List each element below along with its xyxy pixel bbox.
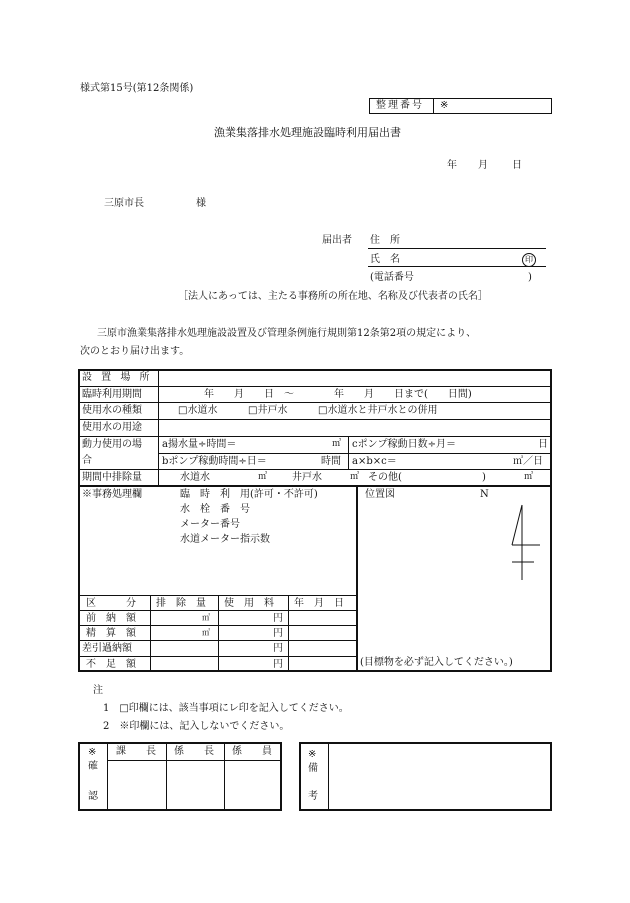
row-period-label: 臨時利用期間 — [82, 389, 142, 400]
ref-number-label: 整理番号 — [376, 100, 424, 111]
fee-row-fee-unit: 円 — [273, 659, 283, 670]
seal-mark: 印 — [522, 253, 536, 267]
row-water-type-label: 使用水の種類 — [82, 405, 142, 416]
fee-row-label: 精 算 額 — [86, 628, 136, 639]
form-title: 漁業集落排水処理施設臨時利用届出書 — [214, 126, 401, 139]
row-water-use-label: 使用水の用途 — [82, 422, 142, 433]
period-content[interactable]: 年 月 日 ～ 年 月 日まで( 日間) — [204, 389, 472, 400]
body-text-line2: 次のとおり届け出ます。 — [80, 346, 190, 357]
remarks-char-1: 備 — [308, 763, 318, 774]
row-location-label: 設 置 場 所 — [82, 372, 153, 383]
note-2: 2 ※印欄には、記入しないでください。 — [103, 721, 290, 732]
addressee-name: 三原市長 — [104, 198, 144, 209]
office-item-3: メーター番号 — [180, 519, 240, 530]
row-discharge-label: 期間中排除量 — [82, 472, 142, 483]
power-b-unit: 時間 — [321, 456, 341, 467]
power-a-unit: ㎥ — [332, 439, 342, 449]
power-c[interactable]: cポンプ稼動日数÷月＝ — [352, 439, 456, 450]
stamp-section-chief[interactable] — [109, 762, 165, 809]
stamp-subsection-chief[interactable] — [168, 762, 223, 809]
discharge-water-label: 水道水 — [180, 472, 210, 483]
water-type-tap[interactable]: □水道水 — [178, 405, 218, 416]
addressee-honorific: 様 — [196, 198, 206, 209]
fee-header-fee: 使 用 料 — [224, 598, 274, 609]
discharge-other-label: その他( — [368, 472, 402, 483]
location-map-label: 位置図 — [365, 489, 395, 500]
location-map-area[interactable] — [358, 500, 550, 650]
fee-header-volume: 排 除 量 — [156, 598, 206, 609]
discharge-other-unit: ㎥ — [524, 472, 534, 482]
remarks-char-2: 考 — [308, 791, 318, 802]
fee-row-label: 前 納 額 — [86, 613, 136, 624]
ref-mark: ※ — [440, 100, 449, 111]
remarks-mark: ※ — [308, 749, 317, 760]
applicant-address-label: 住 所 — [370, 235, 400, 246]
note-1: 1 □印欄には、該当事項にレ印を記入してください。 — [103, 703, 349, 714]
fee-row-fee-unit: 円 — [273, 643, 283, 654]
form-number: 様式第15号(第12条関係) — [80, 83, 194, 94]
row-power-label-2: 合 — [82, 455, 92, 466]
discharge-well-label: 井戸水 — [292, 472, 322, 483]
remarks-input[interactable] — [330, 744, 550, 809]
office-item-1: 臨 時 利 用(許可・不許可) — [180, 489, 318, 500]
office-item-4: 水道メーター指示数 — [180, 534, 270, 545]
water-use-input[interactable] — [160, 420, 550, 435]
date-month: 月 — [478, 160, 488, 171]
body-text-line1: 三原市漁業集落排水処理施設設置及び管理条例施行規則第12条第2項の規定により、 — [97, 328, 477, 339]
discharge-water-unit: ㎥ — [258, 472, 268, 482]
role-subsection-chief: 係 長 — [174, 746, 214, 757]
discharge-well-unit: ㎥ — [350, 472, 360, 482]
location-input[interactable] — [160, 370, 550, 385]
fee-row-fee-unit: 円 — [273, 613, 283, 624]
power-calc-unit: ㎥／日 — [513, 456, 543, 467]
applicant-phone-label: (電話番号 — [370, 272, 414, 283]
water-type-both[interactable]: □水道水と井戸水との併用 — [318, 405, 438, 416]
power-a[interactable]: a揚水量÷時間＝ — [162, 439, 237, 450]
fee-row-label: 不 足 額 — [86, 659, 136, 670]
date-year: 年 — [447, 160, 457, 171]
confirm-char-2: 認 — [88, 791, 98, 802]
office-item-2: 水 栓 番 号 — [180, 504, 250, 515]
confirm-char-1: 確 — [88, 761, 98, 772]
fee-row-fee-unit: 円 — [273, 628, 283, 639]
location-note: (目標物を必ず記入してください。) — [360, 657, 513, 668]
role-staff: 係 員 — [232, 746, 272, 757]
confirm-mark: ※ — [88, 747, 97, 758]
fee-row-vol-unit: ㎥ — [202, 628, 210, 637]
north-label: N — [480, 489, 489, 500]
applicant-name-label: 氏 名 — [370, 254, 400, 265]
fee-row-vol-unit: ㎥ — [202, 613, 210, 622]
fee-row-label: 差引過納額 — [82, 643, 132, 654]
office-label: ※事務処理欄 — [82, 489, 142, 500]
power-c-unit: 日 — [538, 439, 548, 450]
corporate-note: ［法人にあっては、主たる事務所の所在地、名称及び代表者の氏名］ — [178, 291, 488, 302]
power-b[interactable]: bポンプ稼動時間÷日＝ — [162, 456, 267, 467]
fee-header-date: 年 月 日 — [294, 598, 344, 609]
role-section-chief: 課 長 — [116, 746, 156, 757]
name-line[interactable] — [368, 266, 546, 267]
date-day: 日 — [512, 160, 522, 171]
water-type-well[interactable]: □井戸水 — [248, 405, 288, 416]
power-calc[interactable]: a×b×c＝ — [352, 456, 397, 467]
applicant-phone-close: ) — [528, 272, 532, 283]
stamp-staff[interactable] — [226, 762, 281, 809]
applicant-label: 届出者 — [322, 235, 352, 246]
fee-header-category: 区 分 — [86, 598, 136, 609]
notes-title: 注 — [93, 685, 103, 696]
discharge-other-close: ) — [482, 472, 486, 483]
address-line[interactable] — [368, 248, 546, 249]
row-power-label-1: 動力使用の場 — [82, 439, 142, 450]
